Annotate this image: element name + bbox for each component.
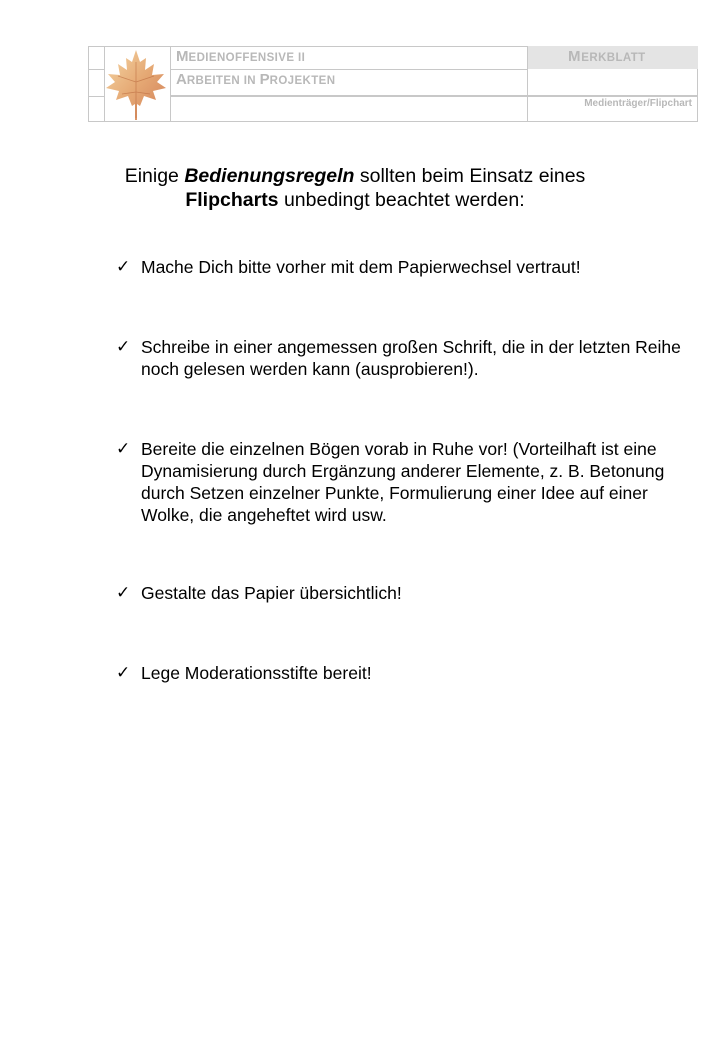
rule-item	[116, 582, 701, 604]
rule-text: Bereite die einzelnen Bögen vorab in Ruhe vor! (Vorteilhaft ist eine Dynamisierung durch Ergänzung anderer Elemente, z. B. Betonung durch Setzen einzelner Punkte, Formulierung einer Idee auf einer Wolke, die angeheftet wird usw.	[141, 439, 665, 525]
header-divider	[170, 69, 528, 70]
intro-text: Einige	[124, 165, 185, 187]
header-divider	[170, 46, 171, 122]
rule-item	[116, 662, 701, 684]
document-header	[88, 46, 698, 122]
document-title: ARBEITEN IN PROJEKTEN	[176, 71, 336, 88]
header-border-bottom	[88, 121, 698, 122]
maple-leaf-icon	[104, 48, 168, 122]
intro-bold: Flipcharts	[185, 189, 279, 211]
header-divider	[88, 69, 104, 70]
header-divider	[170, 95, 698, 97]
checkmark-icon: ✓	[116, 257, 131, 276]
rule-text: Mache Dich bitte vorher mit dem Papierwechsel vertraut!	[141, 257, 581, 277]
intro-text: sollten beim Einsatz eines	[354, 165, 586, 187]
series-title: MEDIENOFFENSIVE II	[176, 48, 306, 65]
checkmark-icon: ✓	[116, 583, 131, 602]
checkmark-icon: ✓	[116, 337, 131, 356]
checkmark-icon: ✓	[116, 439, 131, 458]
rule-item	[116, 336, 701, 380]
rule-item	[116, 438, 701, 526]
rule-item	[116, 256, 701, 278]
rule-text: Lege Moderationsstifte bereit!	[141, 663, 372, 683]
document-category: Medienträger/Flipchart	[584, 98, 692, 109]
checkmark-icon: ✓	[116, 663, 131, 682]
rule-text: Schreibe in einer angemessen großen Schrift, die in der letzten Reihe noch gelesen werden kann (ausprobieren!).	[141, 337, 681, 379]
header-divider	[88, 96, 104, 97]
intro-text: unbedingt beachtet werden:	[278, 189, 525, 211]
document-type-badge: MERKBLATT	[568, 48, 646, 65]
intro-heading	[60, 164, 650, 212]
rule-text: Gestalte das Papier übersichtlich!	[141, 583, 402, 603]
intro-emphasis: Bedienungsregeln	[184, 165, 355, 187]
header-border-left	[88, 46, 89, 122]
